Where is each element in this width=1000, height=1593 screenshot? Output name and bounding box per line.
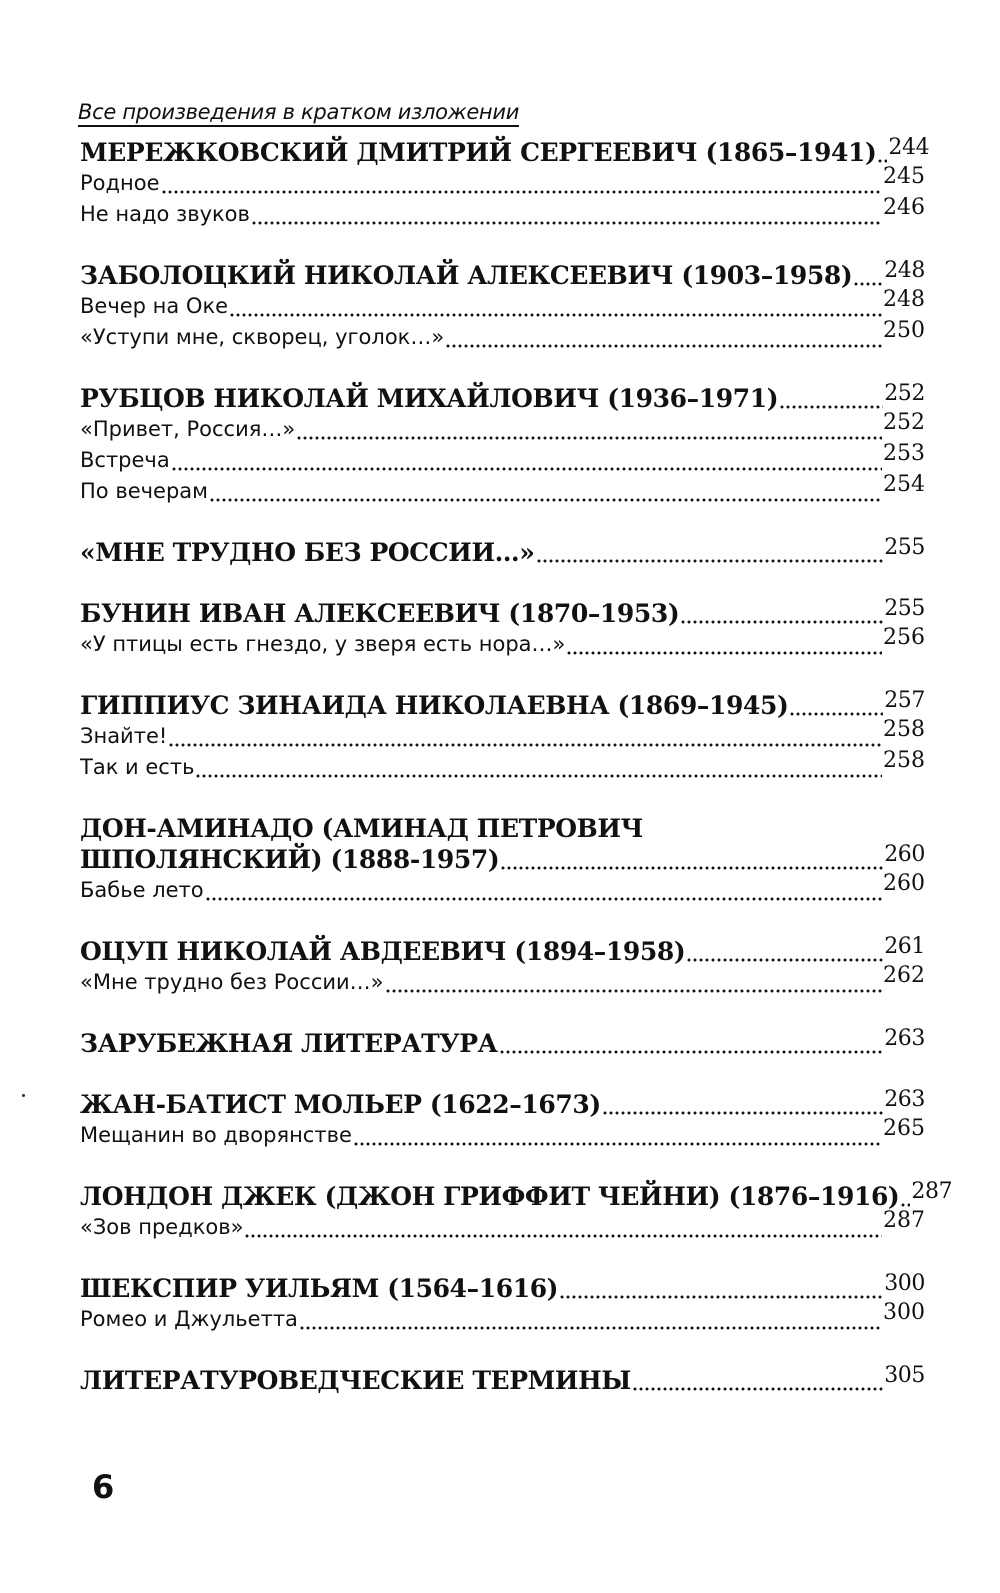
toc-group xyxy=(80,260,925,353)
entry-title: Вечер на Оке xyxy=(80,294,229,318)
entry-title: ГИППИУС ЗИНАИДА НИКОЛАЕВНА (1869–1945) xyxy=(80,691,789,720)
dot-leader xyxy=(296,435,882,441)
entry-page-number: 255 xyxy=(884,535,925,560)
entry-page-number: 262 xyxy=(883,963,925,988)
toc-author-entry xyxy=(80,1028,925,1059)
toc-author-entry xyxy=(80,598,925,629)
entry-page-number: 256 xyxy=(883,625,925,650)
entry-title: Мещанин во дворянстве xyxy=(80,1123,352,1147)
entry-page-number: 258 xyxy=(883,748,925,773)
toc-author-entry xyxy=(80,690,925,721)
toc-group xyxy=(80,813,925,906)
dot-leader xyxy=(244,1233,882,1239)
toc-work-entry xyxy=(80,410,925,445)
dot-leader xyxy=(853,281,883,287)
dot-leader xyxy=(445,343,882,349)
entry-title: «Зов предков» xyxy=(80,1215,244,1239)
entry-title: РУБЦОВ НИКОЛАЙ МИХАЙЛОВИЧ (1936–1971) xyxy=(80,384,779,413)
dot-leader xyxy=(500,865,883,871)
entry-title: «У птицы есть гнездо, у зверя есть нора…» xyxy=(80,632,566,656)
dot-leader xyxy=(566,650,882,656)
toc-group xyxy=(80,936,925,998)
toc-work-entry xyxy=(80,717,925,752)
entry-page-number: 258 xyxy=(883,717,925,742)
toc-author-entry xyxy=(80,1179,953,1212)
toc-author-entry xyxy=(80,1273,925,1304)
entry-page-number: 260 xyxy=(884,842,925,867)
entry-page-number: 287 xyxy=(911,1179,953,1204)
entry-page-number: 253 xyxy=(883,441,925,466)
dot-leader xyxy=(559,1294,883,1300)
toc-work-entry xyxy=(80,963,925,998)
entry-page-number: 261 xyxy=(884,934,925,959)
toc-work-entry xyxy=(80,318,925,353)
dot-leader xyxy=(251,220,882,226)
dot-leader xyxy=(168,742,882,748)
dot-leader xyxy=(161,189,882,195)
toc-work-entry xyxy=(80,748,925,783)
page-number: 6 xyxy=(92,1468,115,1506)
dot-leader xyxy=(209,497,882,503)
dot-leader xyxy=(385,988,882,994)
entry-page-number: 263 xyxy=(884,1026,925,1051)
dot-leader xyxy=(353,1141,882,1147)
dot-leader xyxy=(680,619,883,625)
entry-page-number: 300 xyxy=(883,1300,925,1325)
entry-title: ЗАРУБЕЖНАЯ ЛИТЕРАТУРА xyxy=(80,1029,498,1058)
toc-group xyxy=(80,383,925,507)
toc-author-entry xyxy=(80,135,930,168)
toc-work-entry xyxy=(80,472,925,507)
scan-speck xyxy=(22,1094,25,1097)
running-head: Все произведения в кратком изложении xyxy=(78,100,519,127)
entry-page-number: 300 xyxy=(884,1271,925,1296)
toc-group xyxy=(80,135,930,230)
toc-author-entry xyxy=(80,260,925,291)
toc-author-entry xyxy=(80,1089,925,1120)
entry-page-number: 263 xyxy=(884,1087,925,1112)
toc-work-entry xyxy=(80,441,925,476)
toc-group xyxy=(80,1028,925,1059)
entry-page-number: 245 xyxy=(883,164,925,189)
toc-group xyxy=(80,598,925,660)
toc-work-entry xyxy=(80,195,925,230)
dot-leader xyxy=(195,773,882,779)
toc-work-entry xyxy=(80,287,925,322)
entry-page-number: 257 xyxy=(884,688,925,713)
toc-author-entry xyxy=(80,537,925,568)
dot-leader xyxy=(229,312,882,318)
table-of-contents xyxy=(80,135,953,1426)
entry-page-number: 252 xyxy=(884,381,925,406)
entry-page-number: 260 xyxy=(883,871,925,896)
toc-work-entry xyxy=(80,625,925,660)
entry-page-number: 287 xyxy=(883,1208,925,1233)
toc-group xyxy=(80,1273,925,1335)
toc-group xyxy=(80,537,925,568)
entry-page-number: 248 xyxy=(883,287,925,312)
dot-leader xyxy=(205,896,882,902)
dot-leader xyxy=(536,558,884,564)
entry-page-number: 254 xyxy=(883,472,925,497)
entry-title: Бабье лето xyxy=(80,878,204,902)
toc-author-entry xyxy=(80,1365,925,1396)
entry-title: Знайте! xyxy=(80,724,168,748)
toc-work-entry xyxy=(80,871,925,906)
entry-page-number: 246 xyxy=(883,195,925,220)
dot-leader xyxy=(686,957,883,963)
entry-title: ЛИТЕРАТУРОВЕДЧЕСКИЕ ТЕРМИНЫ xyxy=(80,1366,631,1395)
entry-title: Встреча xyxy=(80,448,170,472)
toc-group xyxy=(80,1179,953,1243)
dot-leader xyxy=(779,404,883,410)
dot-leader xyxy=(602,1110,883,1116)
toc-work-entry xyxy=(80,1116,925,1151)
toc-work-entry xyxy=(80,164,925,199)
entry-title: БУНИН ИВАН АЛЕКСЕЕВИЧ (1870–1953) xyxy=(80,599,680,628)
entry-page-number: 255 xyxy=(884,596,925,621)
entry-page-number: 248 xyxy=(884,258,925,283)
entry-title: «Уступи мне, скворец, уголок…» xyxy=(80,325,445,349)
entry-title: «МНЕ ТРУДНО БЕЗ РОССИИ…» xyxy=(80,538,535,567)
entry-title: ЖАН-БАТИСТ МОЛЬЕР (1622–1673) xyxy=(80,1090,601,1119)
entry-page-number: 252 xyxy=(883,410,925,435)
entry-title: По вечерам xyxy=(80,479,208,503)
entry-page-number: 305 xyxy=(884,1363,925,1388)
toc-work-entry xyxy=(80,1208,925,1243)
entry-title: Ромео и Джульетта xyxy=(80,1307,298,1331)
entry-page-number: 265 xyxy=(883,1116,925,1141)
entry-page-number: 250 xyxy=(883,318,925,343)
entry-title: ШПОЛЯНСКИЙ) (1888-1957) xyxy=(80,845,500,874)
dot-leader xyxy=(299,1325,882,1331)
entry-title: Родное xyxy=(80,171,160,195)
toc-author-entry xyxy=(80,936,925,967)
entry-page-number: 244 xyxy=(888,135,930,160)
entry-title: ОЦУП НИКОЛАЙ АВДЕЕВИЧ (1894–1958) xyxy=(80,937,686,966)
entry-title: Не надо звуков xyxy=(80,202,250,226)
entry-title: ДОН-АМИНАДО (АМИНАД ПЕТРОВИЧ xyxy=(80,814,643,843)
toc-author-entry xyxy=(80,383,925,414)
entry-title: ЗАБОЛОЦКИЙ НИКОЛАЙ АЛЕКСЕЕВИЧ (1903–1958) xyxy=(80,261,853,290)
entry-title: ШЕКСПИР УИЛЬЯМ (1564–1616) xyxy=(80,1274,559,1303)
entry-title: Так и есть xyxy=(80,755,195,779)
toc-author-entry-line xyxy=(80,813,925,844)
toc-work-entry xyxy=(80,1300,925,1335)
dot-leader xyxy=(171,466,882,472)
entry-title: МЕРЕЖКОВСКИЙ ДМИТРИЙ СЕРГЕЕВИЧ (1865–1941) xyxy=(80,138,877,167)
entry-title: ЛОНДОН ДЖЕК (ДЖОН ГРИФФИТ ЧЕЙНИ) (1876–1916) xyxy=(80,1182,900,1211)
toc-group xyxy=(80,690,925,783)
toc-group xyxy=(80,1089,925,1151)
dot-leader xyxy=(499,1049,884,1055)
dot-leader xyxy=(789,711,883,717)
entry-title: «Мне трудно без России…» xyxy=(80,970,384,994)
entry-title: «Привет, Россия…» xyxy=(80,417,296,441)
toc-group xyxy=(80,1365,925,1396)
toc-author-entry xyxy=(80,844,925,875)
dot-leader xyxy=(632,1386,883,1392)
